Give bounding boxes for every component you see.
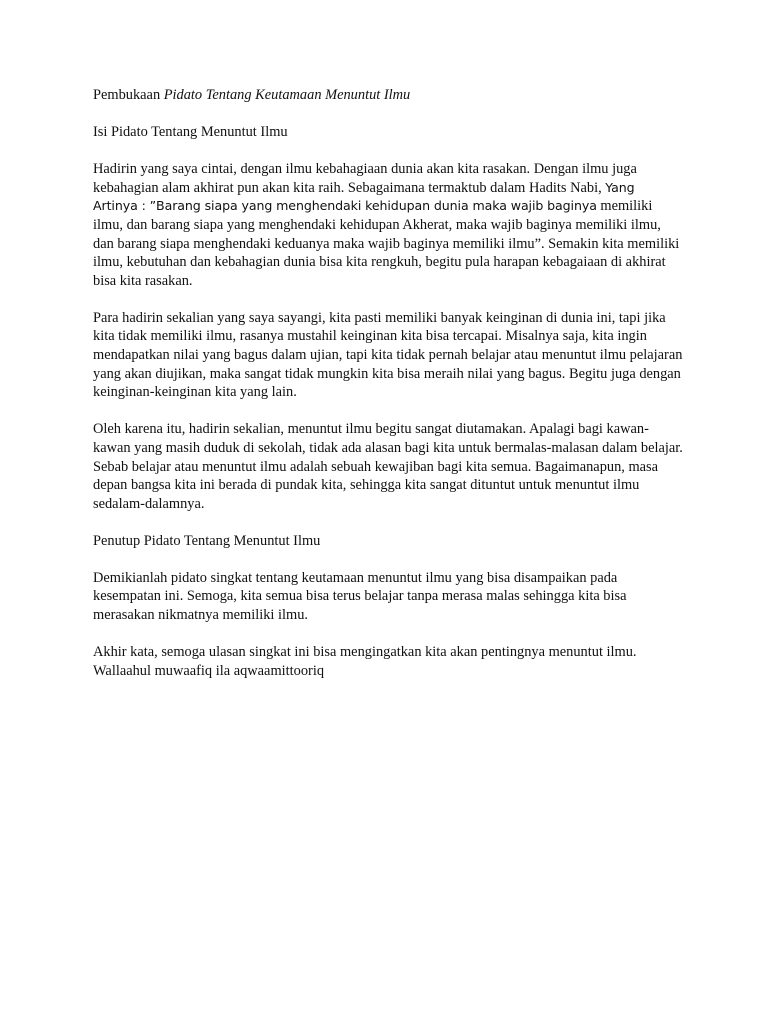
opening-heading [93, 86, 683, 105]
document-body [93, 86, 683, 699]
paragraph-therefore: Oleh karena itu, hadirin sekalian, menuntut ilmu begitu sangat diutamakan. Apalagi bagi kawan-kawan yang masih duduk di sekolah, tidak ada alasan bagi kita untuk bermalas-malasan dalam belajar. Sebab belajar atau menuntut ilmu adalah sebuah kewajiban bagi kita semua. Bagaimanapun, masa depan bangsa kita ini berada di pundak kita, sehingga kita sangat dituntut untuk menuntut ilmu sedalam-dalamnya. [93, 421, 683, 512]
paragraph-hadits-part3: memiliki ilmu, dan barang siapa yang menghendaki kehidupan Akherat, maka wajib baginya memiliki ilmu, dan barang siapa menghendaki keduanya maka wajib baginya memiliki ilmu”. Semakin kita memiliki ilmu, kebutuhan dan kebahagian dunia bisa kita rengkuh, begitu pula harapan kebagaiaan di akhirat bisa kita rasakan. [93, 198, 680, 289]
paragraph-hadits-quote-fragment: Yang Artinya : ”Barang siapa yang menghendaki kehidupan dunia maka wajib baginya [93, 179, 635, 214]
paragraph-hadits [93, 160, 683, 290]
paragraph-conclusion: Demikianlah pidato singkat tentang keutamaan menuntut ilmu yang bisa disampaikan pada kesempatan ini. Semoga, kita semua bisa terus belajar tanpa merasa malas sehingga kita bisa merasakan nikmatnya memiliki ilmu. [93, 569, 627, 624]
paragraph-final: Akhir kata, semoga ulasan singkat ini bisa mengingatkan kita akan pentingnya menuntut ilmu. Wallaahul muwaafiq ila aqwaamittooriq [93, 644, 637, 679]
content-heading: Isi Pidato Tentang Menuntut Ilmu [93, 124, 288, 141]
paragraph-hadits-part1: Hadirin yang saya cintai, dengan ilmu kebahagiaan dunia akan kita rasakan. Dengan ilmu juga kebahagian alam akhirat pun akan kita raih. Sebagaimana termaktub dalam Hadits Nabi, [93, 161, 637, 196]
opening-heading-prefix: Pembukaan [93, 87, 164, 103]
paragraph-wishes: Para hadirin sekalian yang saya sayangi, kita pasti memiliki banyak keinginan di dunia ini, tapi jika kita tidak memiliki ilmu, rasanya mustahil keinginan kita bisa tercapai. Misalnya saja, kita ingin mendapatkan nilai yang bagus dalam ujian, tapi kita tidak pernah belajar atau menuntut ilmu pelajaran yang akan diujikan, maka sangat tidak mungkin kita bisa meraih nilai yang bagus. Begitu juga dengan keinginan-keinginan kita yang lain. [93, 309, 683, 401]
closing-heading: Penutup Pidato Tentang Menuntut Ilmu [93, 532, 321, 549]
opening-heading-title: Pidato Tentang Keutamaan Menuntut Ilmu [163, 87, 411, 103]
